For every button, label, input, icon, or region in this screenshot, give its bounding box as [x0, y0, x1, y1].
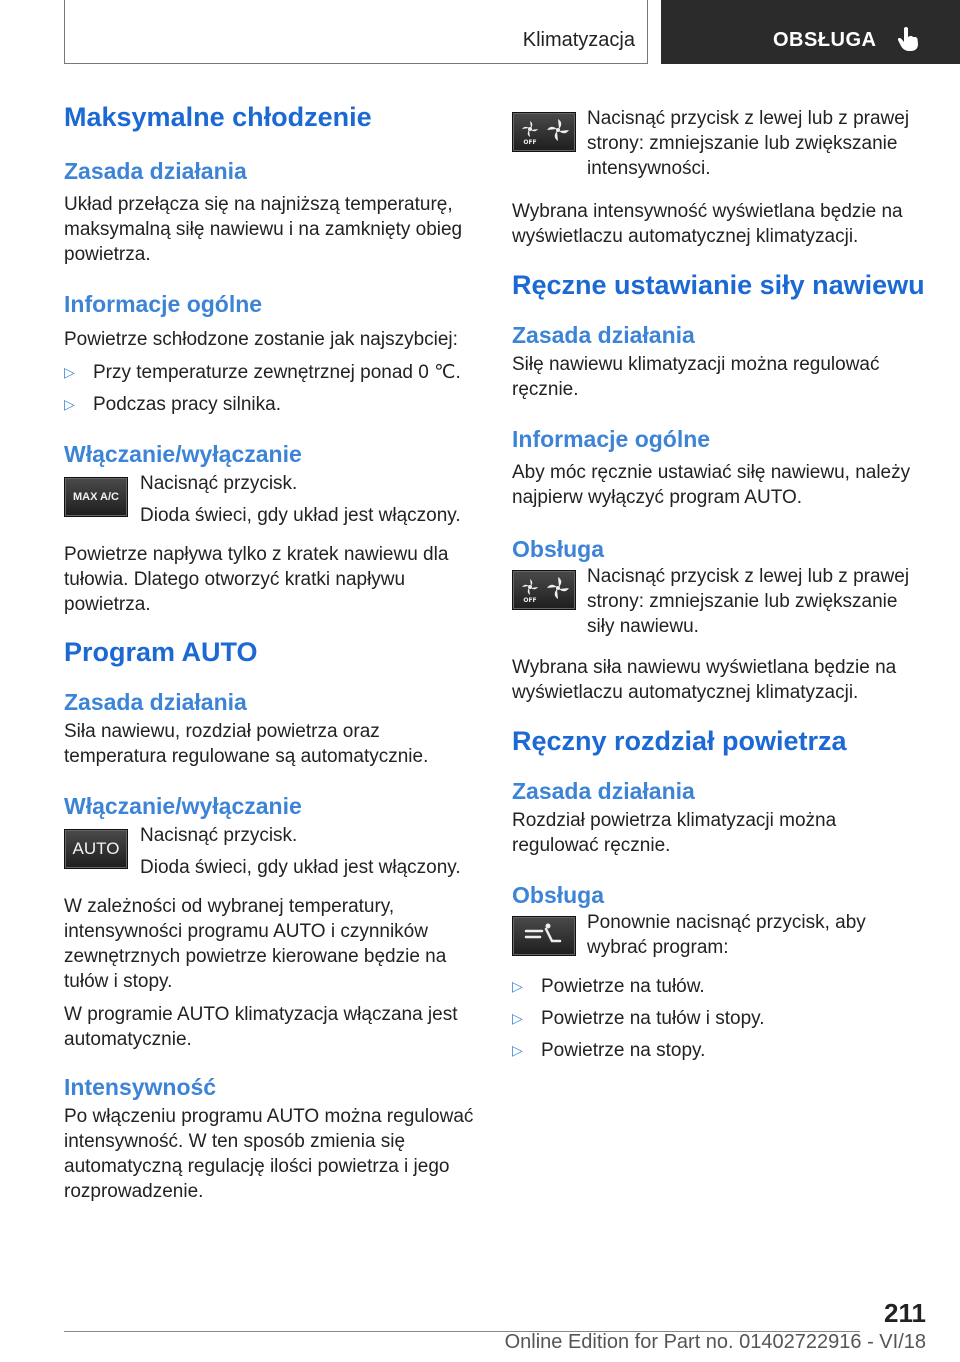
svg-text:OFF: OFF	[523, 597, 537, 604]
triangle-bullet-icon: ▷	[512, 1010, 523, 1026]
fan-buttons-icon	[512, 570, 576, 610]
subheading-zasada: Zasada działania	[512, 322, 695, 348]
seat-airflow-icon	[522, 921, 566, 951]
tab-label: OBSŁUGA	[773, 29, 877, 51]
subheading-intensywnosc: Intensywność	[64, 1074, 217, 1100]
paragraph: Nacisnąć przycisk.	[140, 473, 298, 494]
button-instruction	[512, 910, 928, 960]
triangle-bullet-icon: ▷	[64, 396, 75, 412]
heading-program-auto: Program AUTO	[64, 637, 258, 667]
paragraph: Rozdział powietrza klimatyzacji można regulować ręcznie.	[512, 810, 837, 856]
paragraph: W zależności od wybranej temperatury, intensywności programu AUTO i czynników zewnętrznych powietrze kierowane będzie na tułów i stopy.	[64, 896, 447, 992]
fan-icon	[515, 117, 573, 147]
heading-manual-fan: Ręczne ustawianie siły nawiewu	[512, 270, 925, 300]
button-instruction	[64, 823, 480, 880]
list-item: ▷ Przy temperaturze zewnętrznej ponad 0 ℃.	[64, 362, 461, 383]
paragraph: Siła nawiewu, rozdział powietrza oraz temperatura regulowane są automatycznie.	[64, 721, 429, 767]
triangle-bullet-icon: ▷	[512, 1042, 523, 1058]
intensity-buttons-icon	[512, 112, 576, 152]
fan-icon	[515, 575, 573, 605]
paragraph: Aby móc ręcznie ustawiać siłę nawiewu, należy najpierw wyłączyć program AUTO.	[512, 462, 911, 508]
paragraph: Nacisnąć przycisk.	[140, 825, 298, 846]
triangle-bullet-icon: ▷	[512, 978, 523, 994]
triangle-bullet-icon: ▷	[64, 364, 75, 380]
bullet-list	[64, 360, 480, 417]
heading-max-cooling: Maksymalne chłodzenie	[64, 102, 372, 132]
paragraph: Wybrana intensywność wyświetlana będzie na wyświetlaczu automatycznej klimatyzacji.	[512, 201, 903, 247]
button-instruction	[64, 471, 480, 528]
heading-manual-distribution: Ręczny rozdział powietrza	[512, 726, 847, 756]
tab-obsluga[interactable]	[661, 0, 960, 64]
button-instruction	[512, 106, 928, 181]
list-item: ▷ Powietrze na tułów i stopy.	[512, 1008, 765, 1029]
subheading-zasada: Zasada działania	[64, 158, 247, 184]
paragraph: Układ przełącza się na najniższą temperaturę, maksymalną siłę nawiewu i na zamknięty obieg powietrza.	[64, 194, 463, 265]
subheading-informacje: Informacje ogólne	[64, 291, 263, 317]
paragraph: Dioda świeci, gdy układ jest włączony.	[140, 505, 461, 526]
hand-pointer-icon	[897, 26, 919, 52]
subheading-zasada: Zasada działania	[64, 689, 247, 715]
list-item: ▷ Powietrze na tułów.	[512, 976, 705, 997]
subheading-informacje: Informacje ogólne	[512, 426, 711, 452]
left-column	[64, 100, 480, 1204]
paragraph: Powietrze napływa tylko z kratek nawiewu dla tułowia. Dlatego otworzyć kratki napływu powietrza.	[64, 544, 449, 615]
paragraph: Powietrze schłodzone zostanie jak najszybciej:	[64, 329, 458, 350]
page-number: 211	[884, 1298, 926, 1328]
paragraph: Nacisnąć przycisk z lewej lub z prawej strony: zmniejszanie lub zwiększanie intensywności.	[587, 108, 910, 179]
right-column	[512, 106, 928, 1063]
subheading-wlaczanie: Włączanie/wyłączanie	[64, 793, 302, 819]
air-distribution-button-icon	[512, 916, 576, 956]
paragraph: Siłę nawiewu klimatyzacji można regulować ręcznie.	[512, 354, 880, 400]
paragraph: Po włączeniu programu AUTO można regulować intensywność. W ten sposób zmienia się automatyczną regulację ilości powietrza i jego rozprowadzenie.	[64, 1106, 474, 1202]
max-ac-button-icon: MAX A/C	[64, 477, 128, 517]
header-box	[64, 0, 648, 64]
paragraph: Nacisnąć przycisk z lewej lub z prawej strony: zmniejszanie lub zwiększanie siły nawiewu.	[587, 566, 910, 637]
edition-text: Online Edition for Part no. 01402722916 - VI/18	[504, 1331, 926, 1353]
subheading-obsluga: Obsługa	[512, 882, 605, 908]
paragraph: Ponownie nacisnąć przycisk, aby wybrać program:	[587, 912, 866, 958]
paragraph: Wybrana siła nawiewu wyświetlana będzie na wyświetlaczu automatycznej klimatyzacji.	[512, 657, 897, 703]
subheading-wlaczanie: Włączanie/wyłączanie	[64, 441, 302, 467]
paragraph: W programie AUTO klimatyzacja włączana jest automatycznie.	[64, 1004, 458, 1050]
list-item: ▷ Podczas pracy silnika.	[64, 394, 281, 415]
section-title: Klimatyzacja	[522, 29, 635, 51]
list-item: ▷ Powietrze na stopy.	[512, 1040, 706, 1061]
button-instruction	[512, 564, 928, 639]
bullet-list	[512, 974, 928, 1063]
subheading-obsluga: Obsługa	[512, 536, 605, 562]
svg-text:OFF: OFF	[523, 139, 537, 146]
paragraph: Dioda świeci, gdy układ jest włączony.	[140, 857, 461, 878]
subheading-zasada: Zasada działania	[512, 778, 695, 804]
auto-button-icon: AUTO	[64, 829, 128, 869]
